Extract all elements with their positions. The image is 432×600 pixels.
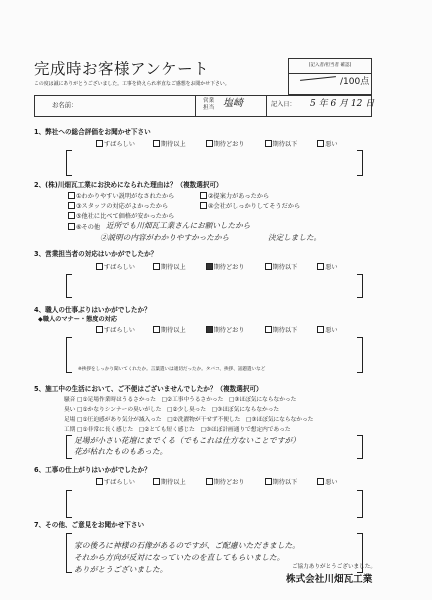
q6-option-1[interactable]: すばらしい <box>96 479 135 486</box>
q7-title: 7、その他、ご意見をお聞かせ下さい <box>34 521 145 529</box>
q3-options <box>96 263 338 272</box>
q6-bracket-right <box>357 490 363 518</box>
q1-option-4[interactable]: 期待以下 <box>265 141 298 148</box>
sales-name-handwriting: 塩崎 <box>223 98 243 109</box>
q2-option-3[interactable]: ③スタッフの対応がよかったから <box>68 202 168 211</box>
q6-option-5[interactable]: 悪い <box>317 479 337 486</box>
q2-option-4[interactable]: ④会社がしっかりしてそうだから <box>200 202 300 211</box>
q7-bracket-left <box>66 533 72 573</box>
intro-text: この度は誠にありがとうございました。工事を終えられ率直なご感想をお聞かせ下さい。 <box>34 81 230 87</box>
q5-handwriting-1: 足場が小さい花壇にまでくる（でもこれは仕方ないことですが） <box>74 436 301 445</box>
q6-bracket-left <box>66 490 72 518</box>
footer-company: 株式会社川畑瓦工業 <box>286 574 373 585</box>
q3-option-1[interactable]: すばらしい <box>96 264 135 271</box>
q4-option-3[interactable]: 期待どおり <box>206 327 245 334</box>
q1-option-1[interactable]: すばらしい <box>96 141 135 148</box>
score-suffix: /100点 <box>340 77 370 87</box>
sales-divider <box>266 95 267 116</box>
name-divider <box>195 95 196 116</box>
q2-option-5[interactable]: ⑤他社に比べて価格が安かったから <box>68 212 174 221</box>
q2-title: 2、(株)川畑瓦工業にお決めになられた理由は？（複数選択可） <box>34 181 223 189</box>
q4-option-5[interactable]: 悪い <box>317 327 337 334</box>
sales-label-2: 担当 <box>203 105 215 111</box>
q4-subtitle: ◆職人のマナー・態度の対応 <box>38 316 118 323</box>
q4-option-1[interactable]: すばらしい <box>96 327 135 334</box>
q3-bracket-left <box>66 274 72 298</box>
q5-handwriting-2: 花が枯れたものもあった。 <box>74 447 168 456</box>
q3-option-4[interactable]: 期待以下 <box>265 264 298 271</box>
q4-bracket-right <box>357 337 363 373</box>
stamp-box-text: [記入者/担当者 確認] <box>308 63 352 68</box>
q7-handwriting-2: それから方向が反対になっていたのを直してもらいました。 <box>74 553 285 562</box>
q4-options <box>96 326 338 335</box>
footer-thanks: ご協力ありがとうございました。 <box>292 564 376 570</box>
q1-option-2[interactable]: 期待以上 <box>153 141 186 148</box>
name-label: お名前： <box>52 101 78 109</box>
q3-option-2[interactable]: 期待以上 <box>153 264 186 271</box>
q2-handwriting-3: 決定しました。 <box>268 233 322 242</box>
q2-option-6[interactable]: ⑥その他 <box>68 223 100 232</box>
q5-bracket-left <box>66 435 72 459</box>
q4-bracket-left <box>66 337 72 373</box>
sales-label-1: 営業 <box>203 98 215 104</box>
q5-row-odor[interactable]: 臭い □①かなりシンナーの臭いがした □②少し臭った □③ほぼ気にならなかった <box>64 407 280 413</box>
q5-bracket-right <box>357 435 363 459</box>
q6-option-4[interactable]: 期待以下 <box>265 479 298 486</box>
q4-note: ※挨拶をしっかり聞いてくれたか。言葉遣いは適切だったか。タバコ、挨拶、話題遣いなど <box>78 367 266 372</box>
q5-row-period[interactable]: 工期 □①非常に長く感じた □②とても短く感じた □③ほぼ計画通りで想定内であった <box>64 427 291 433</box>
page-title: 完成時お客様アンケート <box>34 60 210 78</box>
q3-option-3[interactable]: 期待どおり <box>206 264 245 271</box>
q6-title: 6、工事の仕上がりはいかがでしたか？ <box>34 466 151 474</box>
q2-option-2[interactable]: ②提案力があったから <box>200 192 269 201</box>
q4-title: 4、職人の仕事ぶりはいかがでしたか？ <box>34 306 151 314</box>
q1-bracket-right <box>357 150 363 176</box>
q6-option-2[interactable]: 期待以上 <box>153 479 186 486</box>
q3-title: 3、営業担当者の対応はいかがでしたか？ <box>34 250 158 258</box>
q1-option-5[interactable]: 悪い <box>317 141 337 148</box>
q7-handwriting-1: 家の後ろに神様の石像があるのですが、ご配慮いただきました。 <box>74 541 301 550</box>
q4-option-2[interactable]: 期待以上 <box>153 327 186 334</box>
q1-option-3[interactable]: 期待どおり <box>206 141 245 148</box>
date-value: 5 年 6 月 12 日 <box>310 99 375 109</box>
q6-option-3[interactable]: 期待どおり <box>206 479 245 486</box>
q5-row-scaffold[interactable]: 足場 □①圧迫感があり気分が滅入った □②洗濯物が干せず不便した □③ほぼ気にならなかった <box>64 417 314 423</box>
q2-handwriting-2: ②説明の内容がわかりやすかったから <box>100 233 230 242</box>
q1-title: 1、弊社への総合評価をお聞かせ下さい <box>34 128 151 136</box>
q3-option-5[interactable]: 悪い <box>317 264 337 271</box>
q2-option-1[interactable]: ①わかりやすい説明がなされたから <box>68 192 174 201</box>
q1-bracket-left <box>66 150 72 176</box>
q4-option-4[interactable]: 期待以下 <box>265 327 298 334</box>
q6-options <box>96 478 338 487</box>
q7-handwriting-3: ありがとうございました。 <box>74 565 168 574</box>
q2-handwriting-1: 近所でも川畑瓦工業さんにお願いしたから <box>106 221 251 230</box>
top-right-stamp-box <box>288 58 372 74</box>
date-label: 記入日： <box>271 101 296 108</box>
q1-options <box>96 140 338 149</box>
q5-row-noise[interactable]: 騒音 □①足場作業時はうるさかった □②工事中うるさかった □③ほぼ気にならなかった <box>64 397 297 403</box>
q3-bracket-right <box>357 274 363 298</box>
q5-title: 5、施工中の生活において、ご不便はございませんでしたか？（複数選択可） <box>34 385 263 393</box>
